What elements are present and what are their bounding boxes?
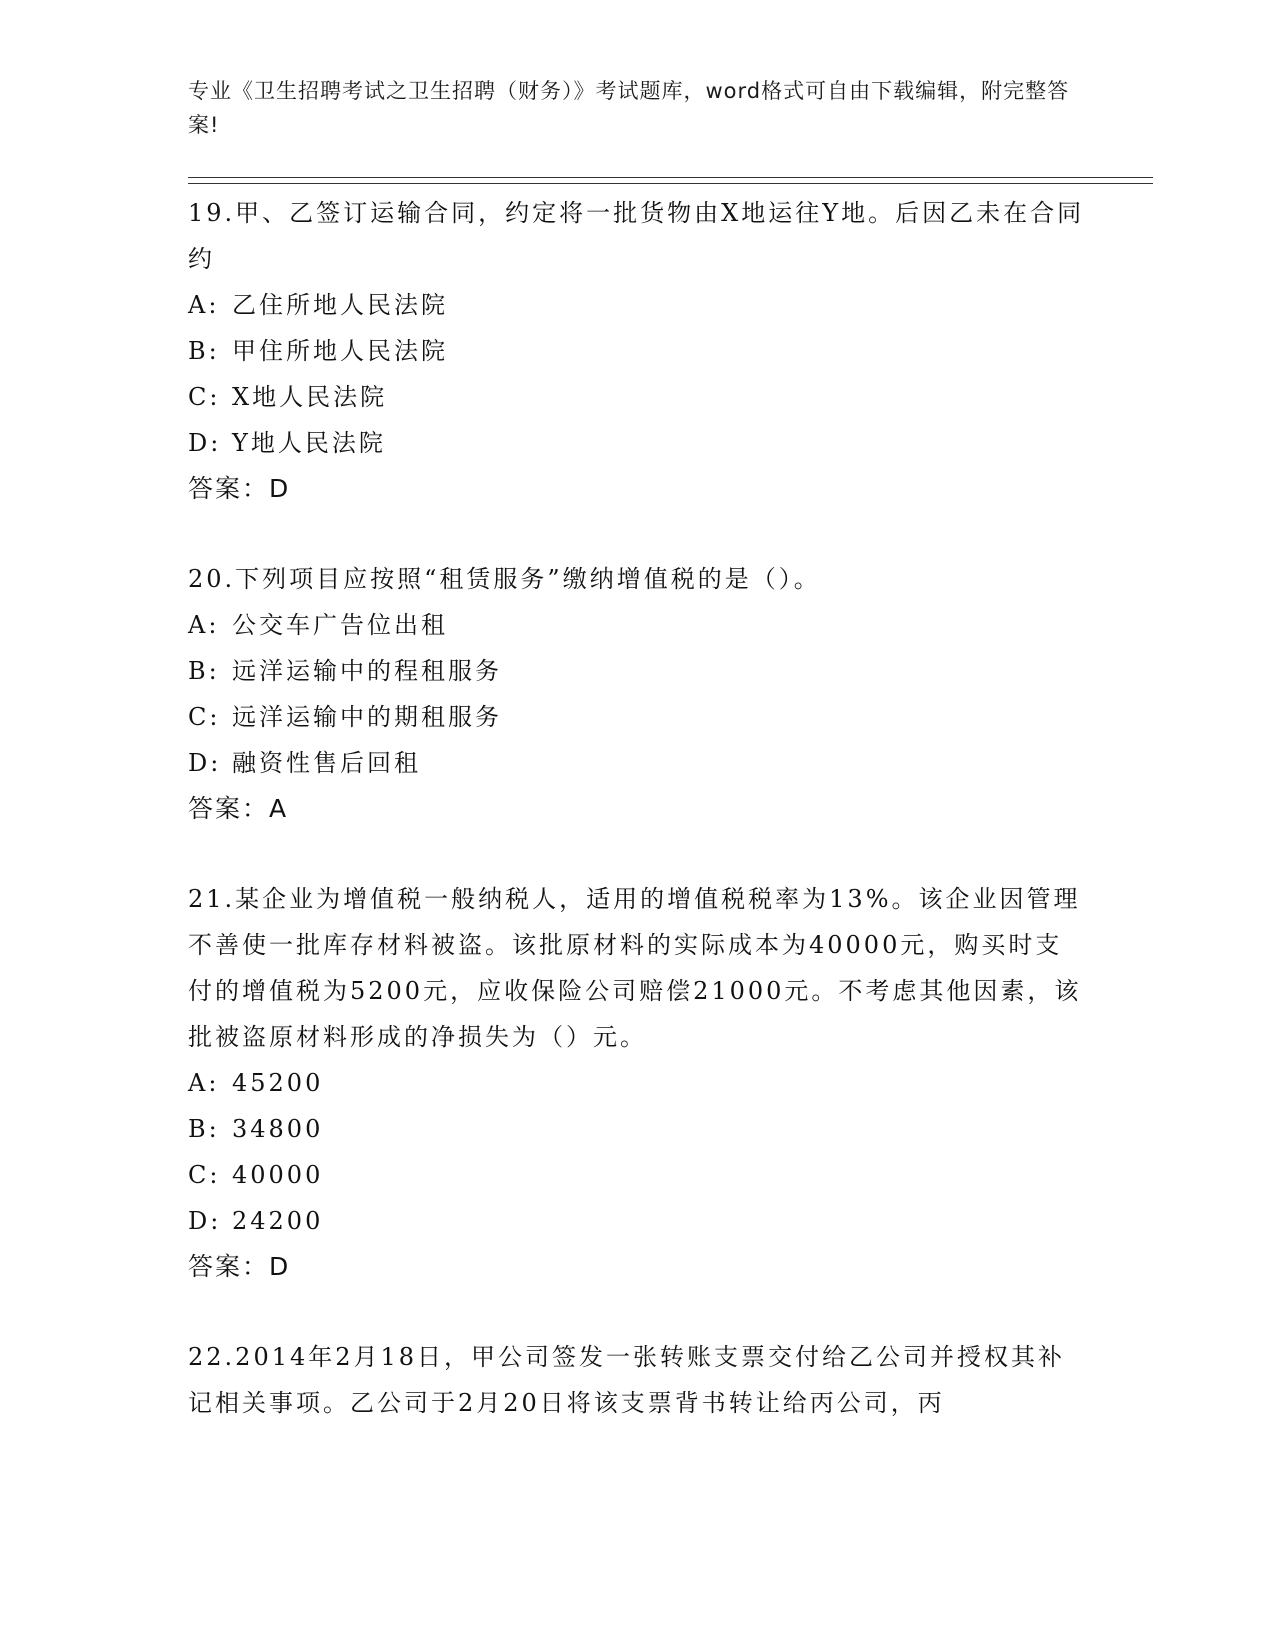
option-label: D:: [188, 749, 222, 777]
option-a: [188, 1060, 1088, 1106]
option-label: C:: [188, 383, 221, 411]
option-text: 24200: [232, 1207, 324, 1235]
option-text: 融资性售后回租: [232, 749, 421, 777]
option-b: [188, 648, 1088, 694]
question-22: [188, 1334, 1088, 1426]
option-label: C:: [188, 1161, 221, 1189]
question-21: [188, 876, 1088, 1290]
answer-line: 答案：D: [188, 1252, 291, 1281]
option-text: 远洋运输中的期租服务: [232, 703, 502, 731]
option-c: [188, 374, 1088, 420]
option-text: 45200: [232, 1069, 324, 1097]
option-a: [188, 282, 1088, 328]
question-19: [188, 190, 1088, 512]
option-text: 公交车广告位出租: [232, 611, 448, 639]
question-stem: 22.2014年2月18日，甲公司签发一张转账支票交付给乙公司并授权其补记相关事项。乙公司于2月20日将该支票背书转让给丙公司，丙: [188, 1343, 1066, 1417]
option-label: A:: [188, 1069, 220, 1097]
option-label: D:: [188, 429, 222, 457]
option-b: [188, 1106, 1088, 1152]
option-text: 40000: [232, 1161, 324, 1189]
option-label: B:: [188, 657, 220, 685]
answer-line: 答案：A: [188, 794, 289, 823]
option-label: B:: [188, 1115, 220, 1143]
option-text: Y地人民法院: [232, 429, 386, 457]
option-text: X地人民法院: [232, 383, 388, 411]
header-divider-top: [188, 177, 1153, 178]
header-divider-bottom: [188, 183, 1153, 184]
option-text: 34800: [232, 1115, 324, 1143]
option-text: 远洋运输中的程租服务: [232, 657, 502, 685]
option-d: [188, 1198, 1088, 1244]
question-stem: 21.某企业为增值税一般纳税人，适用的增值税税率为13%。该企业因管理不善使一批库存材料被盗。该批原材料的实际成本为40000元，购买时支付的增值税为5200元，应收保险公司赔偿21000元。不考虑其他因素，该批被盗原材料形成的净损失为（）元。: [188, 885, 1082, 1051]
option-c: [188, 694, 1088, 740]
document-header: 专业《卫生招聘考试之卫生招聘（财务）》考试题库，word格式可自由下载编辑，附完整答案!: [188, 79, 1070, 137]
option-label: C:: [188, 703, 221, 731]
option-d: [188, 740, 1088, 786]
option-label: B:: [188, 337, 220, 365]
question-stem: 20.下列项目应按照“租赁服务”缴纳增值税的是（）。: [188, 565, 821, 593]
question-list: [188, 190, 1088, 1470]
option-d: [188, 420, 1088, 466]
answer-line: 答案：D: [188, 474, 291, 503]
option-label: A:: [188, 611, 220, 639]
option-label: D:: [188, 1207, 222, 1235]
question-stem: 19.甲、乙签订运输合同，约定将一批货物由X地运往Y地。后因乙未在合同约: [188, 199, 1085, 273]
option-text: 乙住所地人民法院: [232, 291, 448, 319]
option-a: [188, 602, 1088, 648]
option-text: 甲住所地人民法院: [232, 337, 448, 365]
option-label: A:: [188, 291, 220, 319]
option-b: [188, 328, 1088, 374]
option-c: [188, 1152, 1088, 1198]
question-20: [188, 556, 1088, 832]
